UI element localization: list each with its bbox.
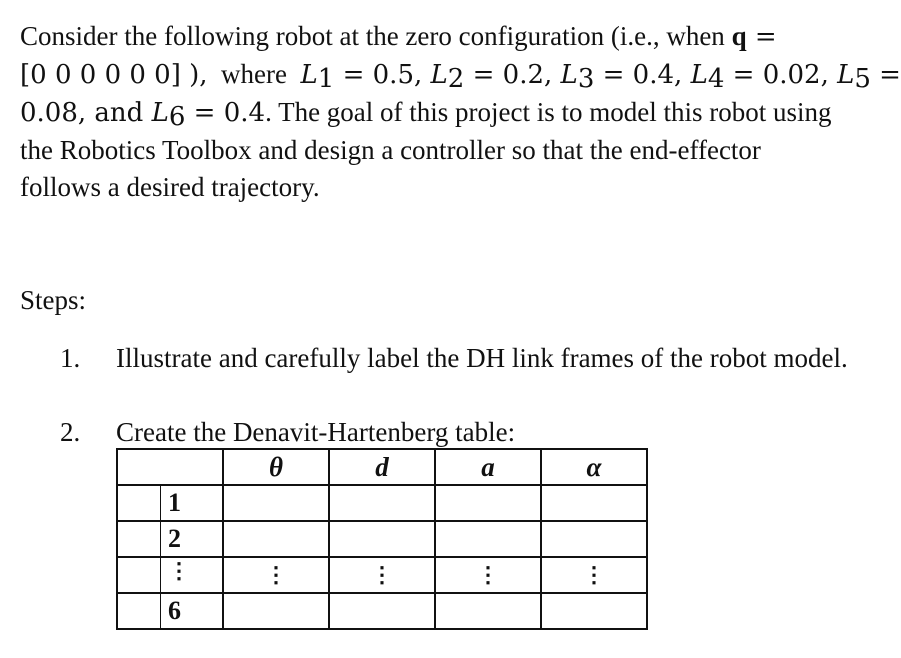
row-index: 1	[168, 488, 181, 517]
L4-value: = 0.02,	[724, 60, 838, 90]
L2-symbol: L	[430, 60, 448, 90]
line3-text: . The goal of this project is to model this robot using	[265, 97, 832, 127]
table-row	[117, 593, 647, 629]
L5-value: =	[870, 60, 901, 90]
step-item-1	[60, 340, 850, 377]
step-text: Illustrate and carefully label the DH link frames of the robot model.	[116, 343, 848, 373]
table-row	[117, 521, 647, 557]
row-index-cell	[117, 593, 223, 629]
L2-value: = 0.2,	[464, 60, 561, 90]
table-row	[117, 485, 647, 521]
steps-heading: Steps:	[20, 285, 87, 315]
table-cell	[541, 593, 647, 629]
step-item-2	[60, 414, 515, 451]
line1-text: Consider the following robot at the zero configuration (i.e., when	[20, 21, 732, 51]
L3-subscript: 3	[577, 64, 595, 94]
problem-line-1	[20, 18, 860, 56]
table-cell: ⋮	[223, 557, 329, 593]
L3-symbol: L	[560, 60, 578, 90]
row-index: 6	[168, 596, 181, 625]
table-cell	[329, 593, 435, 629]
table-cell	[541, 521, 647, 557]
step-number: 1.	[60, 343, 81, 373]
header-cell-theta: θ	[223, 449, 329, 485]
L1-symbol: L	[300, 60, 318, 90]
L4-symbol: L	[690, 60, 708, 90]
table-cell	[329, 485, 435, 521]
table-cell	[435, 593, 541, 629]
table-cell	[541, 485, 647, 521]
row-index-cell	[117, 557, 223, 593]
table-header-row	[117, 449, 647, 485]
table-cell	[435, 521, 541, 557]
L3-value: = 0.4,	[594, 60, 691, 90]
table-cell	[223, 593, 329, 629]
q-symbol: q	[731, 21, 747, 51]
L1-subscript: 1	[317, 64, 335, 94]
problem-line-2	[20, 56, 901, 94]
problem-statement	[20, 18, 901, 206]
table-cell	[329, 521, 435, 557]
row-index-cell	[117, 485, 223, 521]
table-cell: ⋮	[541, 557, 647, 593]
L6-symbol: L	[151, 98, 169, 128]
table-cell: ⋮	[435, 557, 541, 593]
L5-subscript: 5	[854, 64, 871, 94]
header-cell-a: a	[435, 449, 541, 485]
zero-vector: [0 0 0 0 0 0] ),	[20, 60, 208, 90]
row-index: 2	[168, 524, 181, 553]
header-cell-d: d	[329, 449, 435, 485]
dh-table	[116, 448, 648, 630]
row-index-cell	[117, 521, 223, 557]
L2-subscript: 2	[447, 64, 465, 94]
L6-subscript: 6	[168, 102, 186, 132]
equals-sign: =	[746, 22, 777, 52]
header-cell	[117, 449, 223, 485]
row-index: ⋮	[168, 558, 190, 583]
step-text: Create the Denavit-Hartenberg table:	[116, 417, 516, 447]
where-word: where	[221, 59, 288, 89]
problem-line-3	[20, 94, 860, 132]
table-row	[117, 557, 647, 593]
L5-symbol: L	[837, 60, 855, 90]
table-cell	[223, 521, 329, 557]
step-number: 2.	[60, 417, 81, 447]
L4-subscript: 4	[707, 64, 725, 94]
problem-line-4: the Robotics Toolbox and design a controller so that the end-effector	[20, 135, 761, 165]
L1-value: = 0.5,	[334, 60, 431, 90]
L6-value: = 0.4	[185, 98, 266, 128]
table-cell	[223, 485, 329, 521]
line3-prefix: 0.08, and	[20, 98, 152, 128]
header-cell-alpha: α	[541, 449, 647, 485]
table-cell: ⋮	[329, 557, 435, 593]
problem-line-5: follows a desired trajectory.	[20, 172, 320, 202]
table-cell	[435, 485, 541, 521]
